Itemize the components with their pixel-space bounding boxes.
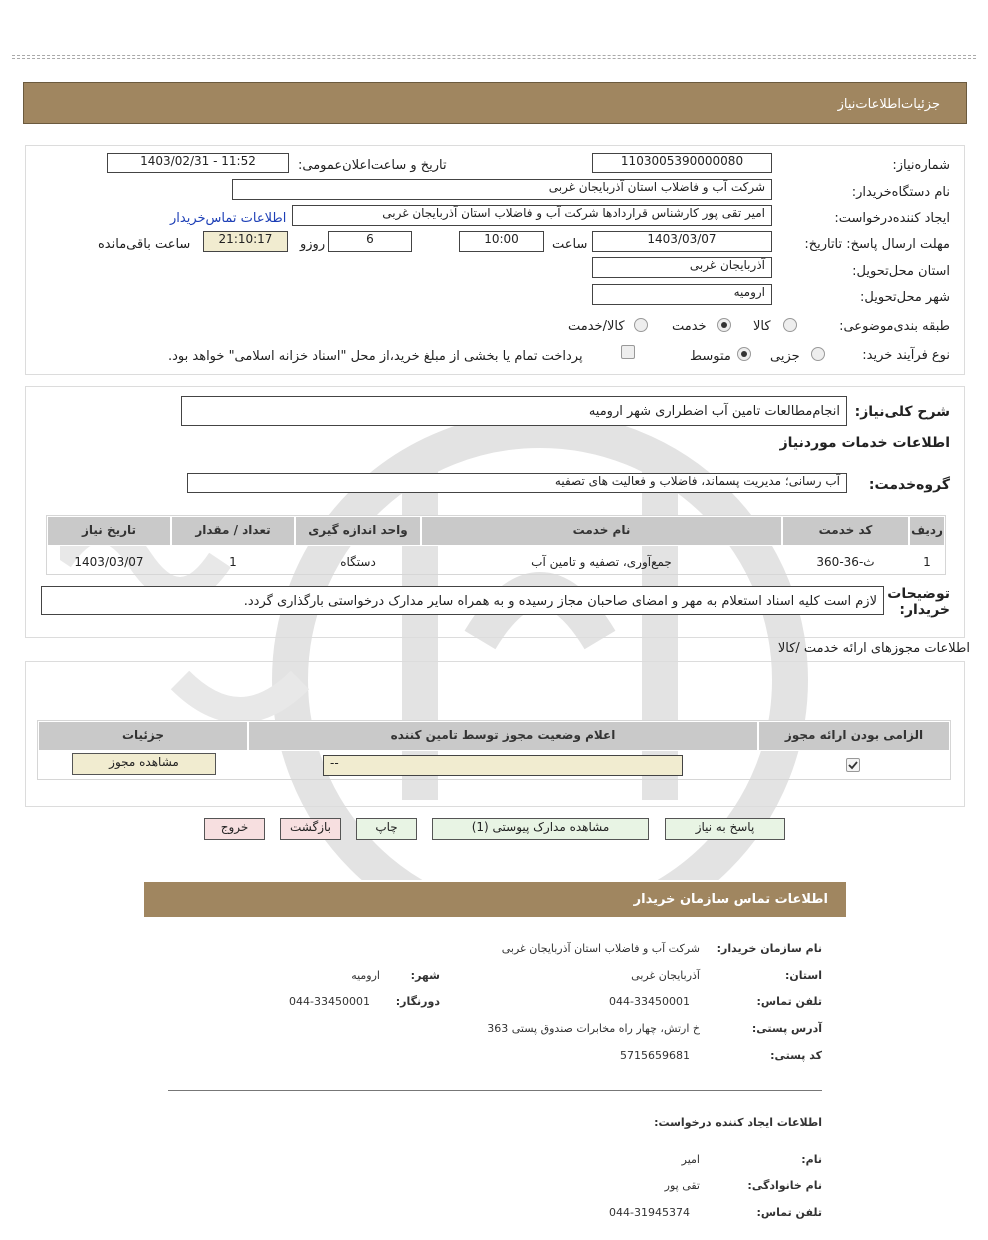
announce-date-field: 1403/02/31 - 11:52: [107, 153, 289, 173]
cell-row: 1: [923, 555, 931, 569]
province-field: آذربایجان غربی: [592, 257, 772, 278]
creator-family-value: تقی پور: [664, 1179, 700, 1192]
top-divider: [12, 55, 976, 59]
print-button[interactable]: چاپ: [356, 818, 417, 840]
creator-name-value: امیر: [681, 1153, 700, 1166]
page-header: [23, 82, 967, 124]
contact-address-value: خ ارتش، چهار راه مخابرات صندوق پستی 363: [487, 1022, 700, 1035]
treasury-payment-checkbox[interactable]: [621, 345, 635, 359]
days-label: روزو: [300, 237, 326, 252]
services-title: اطلاعات خدمات مورد‌نیاز: [779, 435, 950, 451]
col-header-unit: واحد اندازه گیری: [295, 516, 421, 546]
contact-fax-value: 044-33450001: [289, 995, 370, 1008]
contact-header: [144, 882, 846, 917]
service-group-label: گروه‌خدمت:: [868, 477, 950, 493]
category-label: طبقه بندی‌موضوعی:: [839, 319, 950, 334]
cell-qty: 1: [229, 555, 237, 569]
page-title: جزئیات‌اطلاعات‌نیاز: [837, 97, 940, 112]
contact-fax-label: دورنگار:: [395, 995, 440, 1008]
deadline-time-label: ساعت: [552, 237, 588, 252]
category-option-goods: کالا: [753, 319, 771, 334]
days-field: 6: [328, 231, 412, 252]
col-header-qty: تعداد / مقدار: [171, 516, 295, 546]
city-field: ارومیه: [592, 284, 772, 305]
remaining-time-label: ساعت باقی‌مانده: [98, 237, 191, 252]
announce-date-label: تاریخ و ساعت‌اعلان‌عمومی:: [298, 158, 447, 173]
category-radio-goods[interactable]: [783, 318, 797, 332]
col-header-code: کد خدمت: [782, 516, 909, 546]
permit-required-checkbox: [846, 758, 860, 772]
creator-family-label: نام خانوادگی:: [747, 1179, 822, 1192]
contact-postal-value: 5715659681: [620, 1049, 690, 1062]
contact-address-label: آدرس پستی:: [751, 1022, 822, 1035]
creator-name-label: نام:: [801, 1153, 822, 1166]
process-option-partial: جزیی: [770, 349, 800, 364]
buyer-org-field: شرکت آب و فاضلاب استان آذربایجان غربی: [232, 179, 772, 200]
cell-name: جمع‌آوری، تصفیه و تامین آب: [531, 555, 672, 569]
buyer-contact-link[interactable]: اطلاعات تماس‌خریدار: [170, 211, 287, 226]
table-row: [47, 550, 945, 574]
deadline-date-field: 1403/03/07: [592, 231, 772, 252]
deadline-label: مهلت ارسال پاسخ: تاتاریخ:: [804, 237, 950, 252]
reply-button[interactable]: پاسخ به نیاز: [665, 818, 785, 840]
creator-info-title: اطلاعات ایجاد کننده درخواست:: [654, 1116, 822, 1129]
check-icon: [847, 759, 859, 771]
service-group-field: آب رسانی؛ مدیریت پسماند، فاضلاب و فعالیت های تصفیه: [187, 473, 847, 493]
need-description-field: انجام‌مطالعات تامین آب اضطراری شهر ارومیه: [181, 396, 847, 426]
cell-date: 1403/03/07: [74, 555, 144, 569]
province-label: استان محل‌تحویل:: [852, 264, 950, 279]
contact-title: اطلاعات تماس سازمان خریدار: [633, 892, 828, 907]
remaining-time-field: 21:10:17: [203, 231, 288, 252]
treasury-payment-note: پرداخت تمام یا بخشی از مبلغ خرید،از محل "اسناد خزانه اسلامی" خواهد بود.: [168, 349, 583, 364]
col-header-name: نام خدمت: [421, 516, 782, 546]
creator-label: ایجاد کننده‌درخواست:: [834, 211, 950, 226]
permit-status-field: --: [323, 755, 683, 776]
view-permit-button[interactable]: مشاهده مجوز: [72, 753, 216, 775]
contact-org-value: شرکت آب و فاضلاب استان آذربایجان غربی: [501, 942, 700, 955]
process-label: نوع فرآیند خرید:: [862, 348, 950, 363]
contact-city-value: ارومیه: [351, 969, 380, 982]
permit-header-details: جزئیات: [38, 721, 248, 751]
buyer-notes-field: لازم است کلیه اسناد استعلام به مهر و امضای صاحبان مجاز رسیده و به همراه سایر مدارک درخواستی بارگذاری گردد.: [41, 586, 884, 615]
buyer-notes-label: توضیحات خریدار:: [887, 586, 950, 618]
creator-field: امیر تقی پور کارشناس قراردادها شرکت آب و فاضلاب استان آذربایجان غربی: [292, 205, 772, 226]
need-number-field: 1103005390000080: [592, 153, 772, 173]
category-option-goods-service: کالا/خدمت: [568, 319, 625, 334]
contact-phone-label: تلفن تماس:: [756, 995, 822, 1008]
category-radio-service[interactable]: [717, 318, 731, 332]
permit-header-required: الزامی بودن ارائه مجوز: [758, 721, 950, 751]
deadline-time-field: 10:00: [459, 231, 544, 252]
need-description-label: شرح کلی‌نیاز:: [854, 404, 950, 420]
contact-city-label: شهر:: [410, 969, 440, 982]
contact-province-label: استان:: [785, 969, 822, 982]
permit-header-status: اعلام وضعیت مجوز توسط تامین کننده: [248, 721, 758, 751]
services-table: [46, 515, 946, 575]
cell-unit: دستگاه: [340, 555, 376, 569]
contact-org-label: نام سازمان خریدار:: [716, 942, 822, 955]
buyer-org-label: نام دستگاه‌خریدار:: [851, 185, 950, 200]
category-option-service: خدمت: [672, 319, 707, 334]
contact-postal-label: کد پستی:: [770, 1049, 822, 1062]
category-radio-goods-service[interactable]: [634, 318, 648, 332]
exit-button[interactable]: خروج: [204, 818, 265, 840]
contact-phone-value: 044-33450001: [609, 995, 690, 1008]
permits-title: اطلاعات مجوزهای ارائه خدمت /کالا: [777, 641, 970, 656]
back-button[interactable]: بازگشت: [280, 818, 341, 840]
contact-divider: [168, 1090, 822, 1091]
creator-phone-label: تلفن تماس:: [756, 1206, 822, 1219]
contact-province-value: آذربایجان غربی: [631, 969, 700, 982]
col-header-row: ردیف: [909, 516, 945, 546]
creator-phone-value: 044-31945374: [609, 1206, 690, 1219]
city-label: شهر محل‌تحویل:: [860, 290, 950, 305]
cell-code: ث-36-360: [816, 555, 875, 569]
need-number-label: شماره‌نیاز:: [892, 158, 950, 173]
attachments-button[interactable]: مشاهده مدارک پیوستی (1): [432, 818, 649, 840]
process-option-medium: متوسط: [690, 349, 731, 364]
col-header-date: تاریخ نیاز: [47, 516, 171, 546]
process-radio-partial[interactable]: [811, 347, 825, 361]
process-radio-medium[interactable]: [737, 347, 751, 361]
